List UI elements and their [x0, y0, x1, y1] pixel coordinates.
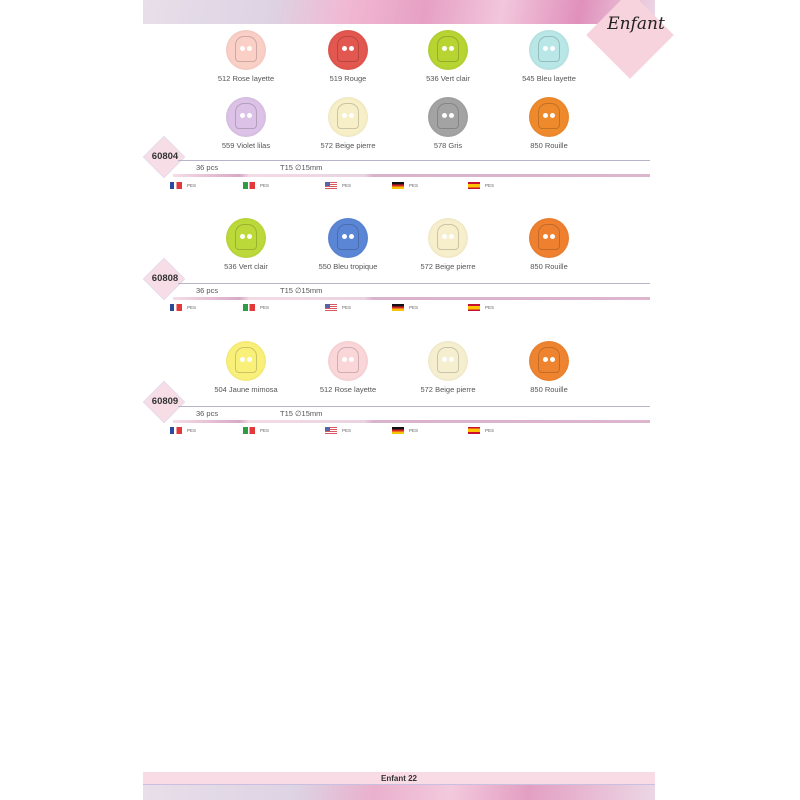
top-banner-image	[143, 0, 655, 24]
material-label: PES	[260, 304, 270, 310]
button-swatch	[191, 218, 301, 271]
swatch-label: 545 Bleu layette	[522, 74, 576, 83]
button-swatch	[293, 218, 403, 271]
flag-item-de	[392, 303, 418, 311]
divider-line	[178, 160, 650, 161]
flag-item-es	[468, 426, 494, 434]
material-flags	[170, 303, 510, 311]
pink-divider	[173, 297, 650, 300]
button-swatch	[191, 97, 301, 150]
button-row	[143, 218, 655, 278]
flag-item-de	[392, 426, 418, 434]
flag-item-es	[468, 303, 494, 311]
sheep-button-icon	[529, 30, 569, 70]
sheep-button-icon	[529, 97, 569, 137]
france-flag-icon	[170, 427, 182, 434]
button-swatch	[293, 30, 403, 83]
product-ref-code: 60804	[151, 151, 179, 162]
quantity-label: 36 pcs	[196, 163, 219, 172]
boy-button-icon	[328, 218, 368, 258]
swatch-label: 512 Rose layette	[319, 385, 377, 394]
spain-flag-icon	[468, 304, 480, 311]
button-swatch	[393, 341, 503, 394]
material-label: PES	[409, 427, 419, 433]
usa-flag-icon	[325, 427, 337, 434]
swatch-label: 512 Rose layette	[217, 74, 275, 83]
flag-item-it	[243, 426, 269, 434]
girl-button-icon	[428, 341, 468, 381]
divider-line	[178, 406, 650, 407]
pink-divider	[173, 174, 650, 177]
flag-item-us	[325, 426, 351, 434]
spain-flag-icon	[468, 427, 480, 434]
button-swatch	[191, 30, 301, 83]
button-swatch	[494, 341, 604, 394]
page-footer: Enfant 22	[143, 772, 655, 785]
quantity-label: 36 pcs	[196, 286, 219, 295]
swatch-label: 850 Rouille	[530, 385, 568, 394]
button-row	[143, 97, 655, 157]
flag-item-fr	[170, 303, 196, 311]
germany-flag-icon	[392, 182, 404, 189]
flag-item-fr	[170, 181, 196, 189]
quantity-label: 36 pcs	[196, 409, 219, 418]
italy-flag-icon	[243, 427, 255, 434]
usa-flag-icon	[325, 182, 337, 189]
france-flag-icon	[170, 182, 182, 189]
product-ref-code: 60808	[151, 273, 179, 284]
flag-item-de	[392, 181, 418, 189]
swatch-label: 572 Beige pierre	[320, 141, 376, 150]
boy-button-icon	[529, 218, 569, 258]
swatch-label: 559 Violet lilas	[221, 141, 271, 150]
france-flag-icon	[170, 304, 182, 311]
material-label: PES	[485, 304, 495, 310]
button-swatch	[191, 341, 301, 394]
material-label: PES	[342, 427, 352, 433]
material-label: PES	[342, 182, 352, 188]
material-label: PES	[260, 427, 270, 433]
swatch-label: 572 Beige pierre	[420, 262, 476, 271]
girl-button-icon	[328, 341, 368, 381]
button-swatch	[393, 30, 503, 83]
material-label: PES	[260, 182, 270, 188]
material-label: PES	[187, 182, 197, 188]
flag-item-es	[468, 181, 494, 189]
button-swatch	[494, 218, 604, 271]
catalog-page	[143, 0, 665, 800]
sheep-button-icon	[328, 30, 368, 70]
button-row	[143, 341, 655, 401]
swatch-label: 504 Jaune mimosa	[214, 385, 278, 394]
germany-flag-icon	[392, 427, 404, 434]
category-label: Enfant	[607, 14, 665, 34]
sheep-button-icon	[428, 30, 468, 70]
swatch-label: 572 Beige pierre	[420, 385, 476, 394]
swatch-label: 850 Rouille	[530, 262, 568, 271]
boy-button-icon	[226, 218, 266, 258]
button-swatch	[393, 218, 503, 271]
material-label: PES	[485, 182, 495, 188]
button-swatch	[293, 97, 403, 150]
italy-flag-icon	[243, 182, 255, 189]
product-ref-code: 60809	[151, 396, 179, 407]
material-label: PES	[409, 182, 419, 188]
sheep-button-icon	[328, 97, 368, 137]
sheep-button-icon	[428, 97, 468, 137]
size-label: T15 ∅15mm	[280, 409, 323, 418]
swatch-label: 536 Vert clair	[224, 262, 268, 271]
divider-line	[178, 283, 650, 284]
button-swatch	[494, 30, 604, 83]
size-label: T15 ∅15mm	[280, 163, 323, 172]
swatch-label: 536 Vert clair	[426, 74, 470, 83]
bottom-banner-image	[143, 785, 655, 800]
button-row	[143, 30, 655, 90]
size-label: T15 ∅15mm	[280, 286, 323, 295]
swatch-label: 578 Gris	[433, 141, 463, 150]
material-label: PES	[485, 427, 495, 433]
button-swatch	[293, 341, 403, 394]
pink-divider	[173, 420, 650, 423]
usa-flag-icon	[325, 304, 337, 311]
material-flags	[170, 181, 510, 189]
material-label: PES	[342, 304, 352, 310]
swatch-label: 850 Rouille	[530, 141, 568, 150]
italy-flag-icon	[243, 304, 255, 311]
material-label: PES	[187, 304, 197, 310]
flag-item-it	[243, 303, 269, 311]
girl-button-icon	[529, 341, 569, 381]
germany-flag-icon	[392, 304, 404, 311]
sheep-button-icon	[226, 30, 266, 70]
flag-item-us	[325, 181, 351, 189]
sheep-button-icon	[226, 97, 266, 137]
material-label: PES	[187, 427, 197, 433]
boy-button-icon	[428, 218, 468, 258]
material-flags	[170, 426, 510, 434]
flag-item-it	[243, 181, 269, 189]
girl-button-icon	[226, 341, 266, 381]
button-swatch	[494, 97, 604, 150]
spain-flag-icon	[468, 182, 480, 189]
flag-item-us	[325, 303, 351, 311]
swatch-label: 550 Bleu tropique	[318, 262, 378, 271]
swatch-label: 519 Rouge	[329, 74, 367, 83]
button-swatch	[393, 97, 503, 150]
material-label: PES	[409, 304, 419, 310]
flag-item-fr	[170, 426, 196, 434]
